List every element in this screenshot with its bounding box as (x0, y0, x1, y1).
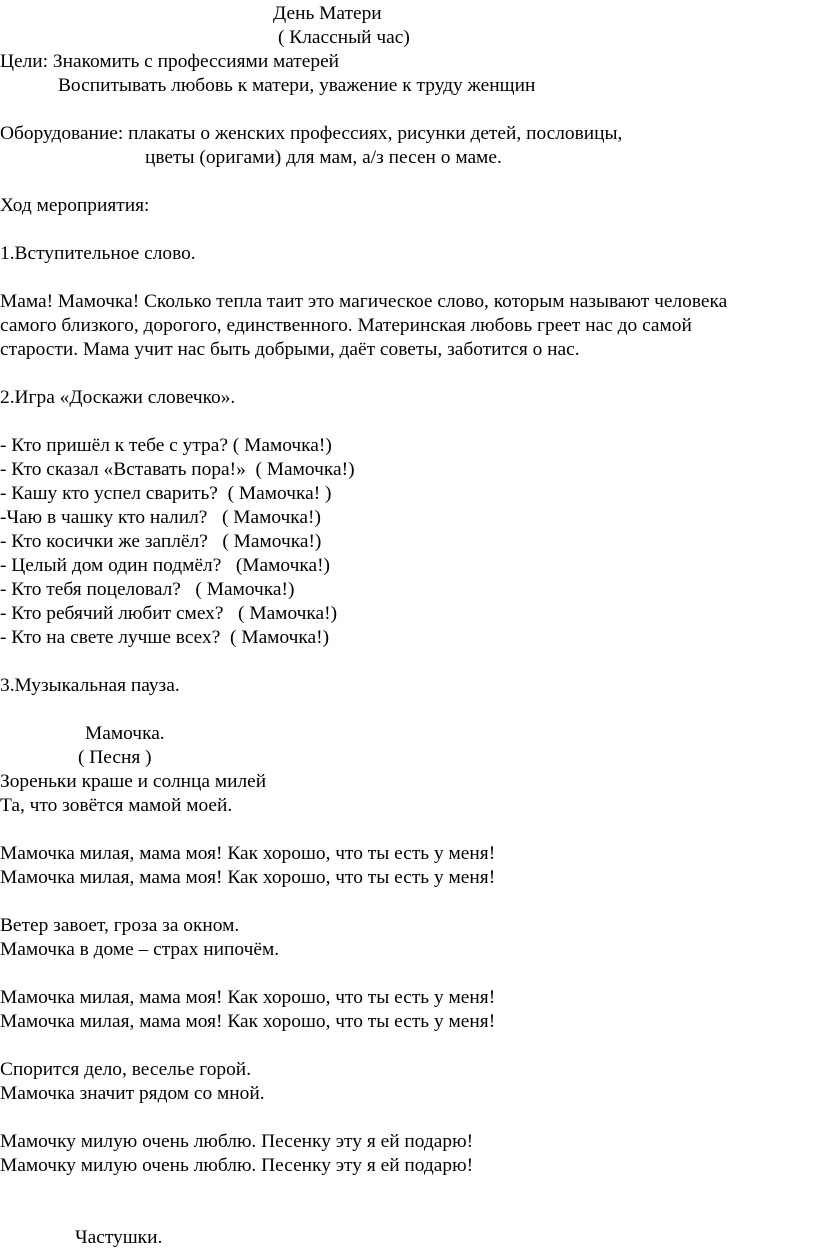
song-verse-line: Спорится дело, веселье горой. (0, 1059, 252, 1080)
song-verse-line: Мамочка значит рядом со мной. (0, 1083, 265, 1104)
game-line: - Целый дом один подмёл? (Мамочка!) (0, 555, 331, 576)
intro-paragraph-line: самого близкого, дорогого, единственного. Материнская любовь греет нас до самой (0, 315, 692, 336)
section-2-heading: 2.Игра «Доскажи словечко». (0, 387, 236, 408)
intro-paragraph-line: Мама! Мамочка! Сколько тепла таит это магическое слово, которым называют человека (0, 291, 728, 312)
section-1-heading: 1.Вступительное слово. (0, 243, 196, 264)
intro-paragraph-line: старости. Мама учит нас быть добрыми, даёт советы, заботится о нас. (0, 339, 580, 360)
game-line: - Кто пришёл к тебе с утра? ( Мамочка!) (0, 435, 332, 456)
song-verse-line: Ветер завоет, гроза за окном. (0, 915, 240, 936)
game-line: - Кто сказал «Вставать пора!» ( Мамочка!) (0, 459, 355, 480)
song-title: Мамочка. (85, 723, 165, 744)
goals-line-2: Воспитывать любовь к матери, уважение к труду женщин (58, 75, 536, 96)
progress-heading: Ход мероприятия: (0, 195, 150, 216)
song-subtitle: ( Песня ) (78, 747, 152, 768)
game-line: - Кто на свете лучше всех? ( Мамочка!) (0, 627, 330, 648)
game-line: - Кто тебя поцеловал? ( Мамочка!) (0, 579, 295, 600)
game-line: - Кашу кто успел сварить? ( Мамочка! ) (0, 483, 332, 504)
document-title: День Матери (273, 3, 382, 24)
song-chorus-line: Мамочку милую очень люблю. Песенку эту я ей подарю! (0, 1155, 474, 1176)
game-line: - Кто косички же заплёл? ( Мамочка!) (0, 531, 322, 552)
song-chorus-line: Мамочка милая, мама моя! Как хорошо, что ты есть у меня! (0, 843, 496, 864)
song-chorus-line: Мамочка милая, мама моя! Как хорошо, что ты есть у меня! (0, 987, 496, 1008)
section-4-heading: Частушки. (75, 1227, 163, 1248)
goals-line-1: Цели: Знакомить с профессиями матерей (0, 51, 340, 72)
song-chorus-line: Мамочка милая, мама моя! Как хорошо, что ты есть у меня! (0, 867, 496, 888)
song-verse-line: Мамочка в доме – страх нипочём. (0, 939, 280, 960)
document-subtitle: ( Классный час) (278, 27, 410, 48)
song-chorus-line: Мамочка милая, мама моя! Как хорошо, что ты есть у меня! (0, 1011, 496, 1032)
game-line: -Чаю в чашку кто налил? ( Мамочка!) (0, 507, 321, 528)
song-chorus-line: Мамочку милую очень люблю. Песенку эту я ей подарю! (0, 1131, 474, 1152)
game-line: - Кто ребячий любит смех? ( Мамочка!) (0, 603, 338, 624)
song-verse-line: Зореньки краше и солнца милей (0, 771, 267, 792)
section-3-heading: 3.Музыкальная пауза. (0, 675, 180, 696)
song-verse-line: Та, что зовётся мамой моей. (0, 795, 233, 816)
equipment-line-1: Оборудование: плакаты о женских профессиях, рисунки детей, пословицы, (0, 123, 623, 144)
equipment-line-2: цветы (оригами) для мам, а/з песен о маме. (145, 147, 502, 168)
